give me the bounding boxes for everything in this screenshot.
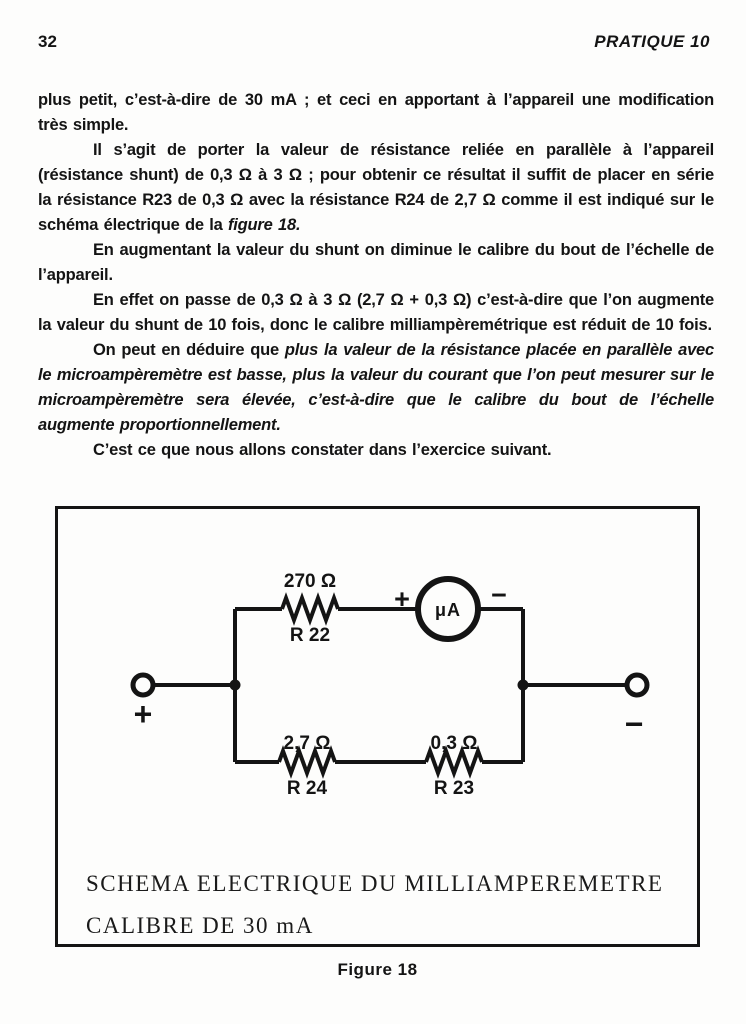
meter-plus-sign: + — [394, 584, 410, 614]
r22-value-label: 270 Ω — [283, 571, 337, 592]
paragraph-2 — [38, 138, 714, 238]
paragraph-6-text: C’est ce que nous allons constater dans l’exercice suivant. — [93, 441, 552, 459]
microammeter-label: μA — [434, 600, 462, 620]
paragraph-2-italic-text: figure 18. — [227, 216, 301, 234]
resistor-r24 — [279, 751, 335, 773]
resistor-r22 — [282, 598, 338, 620]
paragraph-1 — [38, 88, 714, 138]
meter-minus-sign: − — [491, 580, 507, 610]
paragraph-1-text: plus petit, c’est-à-dire de 30 mA ; et ceci en apportant à l’appareil une modification très simple. — [38, 91, 714, 134]
page-header — [38, 32, 710, 52]
r24-value-label: 2,7 Ω — [283, 733, 331, 754]
page-number: 32 — [38, 32, 57, 51]
figure-caption-line1: SCHEMA ELECTRIQUE DU MILLIAMPEREMETRE — [86, 871, 664, 896]
figure-caption-line2: CALIBRE DE 30 mA — [86, 913, 314, 938]
input-plus-sign: + — [133, 696, 153, 732]
r23-name-label: R 23 — [433, 778, 475, 799]
output-minus-sign: − — [624, 706, 644, 742]
r22-name-label: R 22 — [289, 625, 331, 646]
junction-dot-right — [518, 680, 529, 691]
paragraph-4 — [38, 288, 714, 338]
paragraph-4-text: En effet on passe de 0,3 Ω à 3 Ω (2,7 Ω + 0,3 Ω) c’est-à-dire que l’on augmente la valeur du shunt de 10 fois, donc le calibre milliampèremétrique est réduit de 10 fois. — [38, 291, 714, 334]
running-title: PRATIQUE 10 — [594, 32, 710, 51]
figure-18-box — [55, 506, 700, 947]
figure-label: Figure 18 — [337, 960, 418, 979]
paragraph-5-text: On peut en déduire que — [93, 341, 285, 359]
r23-value-label: 0,3 Ω — [430, 733, 478, 754]
body-text — [38, 88, 714, 463]
input-terminal-icon — [133, 675, 153, 695]
circuit-wires — [153, 609, 627, 762]
paragraph-3 — [38, 238, 714, 288]
paragraph-6 — [38, 438, 714, 463]
junction-dot-left — [230, 680, 241, 691]
r24-name-label: R 24 — [286, 778, 328, 799]
output-terminal-icon — [627, 675, 647, 695]
paragraph-5 — [38, 338, 714, 438]
paragraph-2-text: Il s’agit de porter la valeur de résistance reliée en parallèle à l’appareil (résistance shunt) de 0,3 Ω à 3 Ω ; pour obtenir ce résultat il suffit de placer en série la résistance R23 de 0,3 Ω avec la résistance R24 de 2,7 Ω comme il est indiqué sur le schéma électrique de la — [38, 141, 714, 234]
paragraph-5-italic-text: plus la valeur de la résistance placée en parallèle avec le microampèremètre est basse, plus la valeur du courant que l’on peut mesurer sur le microampèremètre sera élevée, c’est-à-dire que le calibre du bout de l’échelle augmente proportionnellement. — [38, 341, 715, 434]
resistor-r23 — [426, 751, 482, 773]
paragraph-3-text: En augmentant la valeur du shunt on diminue le calibre du bout de l’échelle de l’appareil. — [38, 241, 714, 284]
